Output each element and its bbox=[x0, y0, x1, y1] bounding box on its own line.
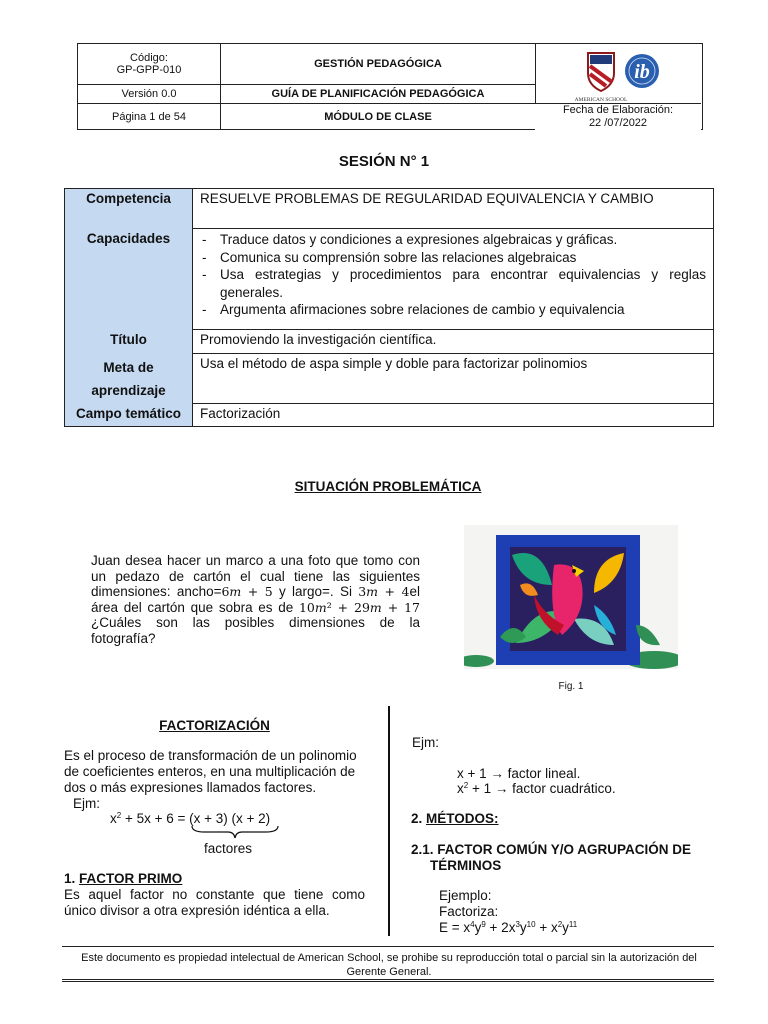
competencia-label: Competencia bbox=[65, 189, 193, 229]
exp-10: 10 bbox=[526, 920, 536, 929]
eq-rhs: (x + 3) (x + 2) bbox=[189, 811, 271, 826]
campo-label: Campo temático bbox=[65, 404, 193, 427]
ib-text: ib bbox=[634, 60, 650, 83]
footer-notice: Este documento es propiedad intelectual de American School, se prohibe su reproducción total o parcial sin la autorización del Gerente General. bbox=[81, 952, 697, 978]
exp-2: 2 bbox=[557, 920, 563, 929]
problem-title: SITUACIÓN PROBLEMÁTICA bbox=[294, 479, 482, 494]
footer-line-top bbox=[62, 946, 714, 947]
exp-4: 4 bbox=[470, 920, 475, 929]
titulo-value: Promoviendo la investigación científica. bbox=[193, 330, 714, 354]
code-value: GP-GPP-010 bbox=[116, 64, 182, 76]
problem-text-3: el área del cartón que sobra es de bbox=[91, 584, 420, 615]
column-divider bbox=[388, 706, 390, 936]
area-expression: 10𝑚² + 29𝑚 + 17 bbox=[298, 599, 420, 615]
width-expression: 6𝑚 + 5 bbox=[221, 584, 273, 599]
version: Versión 0.0 bbox=[78, 85, 221, 104]
length-expression: 3𝑚 + 4 bbox=[358, 584, 410, 599]
expr-part: E = x bbox=[439, 920, 471, 935]
code-label: Código: bbox=[130, 52, 168, 64]
footer-line-bottom-2 bbox=[62, 981, 714, 982]
session-info-table bbox=[64, 188, 714, 427]
expression-e bbox=[439, 920, 577, 936]
primo-number: 1. bbox=[64, 871, 80, 886]
list-item: - Argumenta afirmaciones sobre relaciones de cambio y equivalencia bbox=[200, 301, 706, 319]
expr-part: y bbox=[562, 920, 569, 935]
problem-text-2: y largo=. Si bbox=[272, 584, 359, 599]
expr-part: y bbox=[474, 920, 482, 935]
framed-parrot-photo bbox=[464, 525, 678, 669]
example-label: Ejemplo: bbox=[439, 888, 492, 903]
module-title: MÓDULO DE CLASE bbox=[221, 104, 536, 130]
session-title: SESIÓN N° 1 bbox=[338, 153, 430, 170]
meta-label-line2: aprendizaje bbox=[91, 382, 166, 398]
list-item: - Comunica su comprensión sobre las relaciones algebraicas bbox=[200, 249, 706, 267]
factors-label: factores bbox=[204, 841, 253, 856]
exp-9: 9 bbox=[481, 920, 486, 929]
titulo-label: Título bbox=[65, 330, 193, 354]
meta-label bbox=[65, 354, 193, 404]
figure-caption: Fig. 1 bbox=[558, 681, 584, 692]
factorizacion-title: FACTORIZACIÓN bbox=[159, 718, 270, 733]
quadratic-factor-example bbox=[457, 781, 616, 797]
factorizacion-definition: Es el proceso de transformación de un polinomio de coeficientes enteros, en una multiplicación de dos o más expresiones llamados factores. bbox=[64, 748, 357, 795]
problem-text-1: Juan desea hacer un marco a una foto que tomo con un pedazo de cartón el cual tiene las siguientes dimensiones: ancho= bbox=[91, 553, 420, 599]
ib-logo-icon bbox=[625, 54, 659, 88]
eq-lhs-x: x bbox=[110, 811, 117, 826]
factor-primo-definition: Es aquel factor no constante que tiene como único divisor a otra expresión idéntica a ella. bbox=[64, 887, 365, 918]
competencia-value: RESUELVE PROBLEMAS DE REGULARIDAD EQUIVALENCIA Y CAMBIO bbox=[193, 189, 714, 229]
quad-exponent: 2 bbox=[463, 781, 469, 790]
capacidades-label: Capacidades bbox=[65, 229, 193, 330]
factor-primo-heading bbox=[64, 871, 182, 886]
eq-lhs-rest: + 5x + 6 = bbox=[121, 811, 190, 826]
list-item: - Usa estrategias y procedimientos para encontrar equivalencias y reglas generales. bbox=[200, 266, 706, 301]
footer-line-bottom bbox=[62, 979, 714, 980]
code-cell bbox=[78, 44, 221, 85]
methods-number: 2. bbox=[411, 811, 427, 826]
list-item: - Traduce datos y condiciones a expresiones algebraicas y gráficas. bbox=[200, 231, 706, 249]
exp-3: 3 bbox=[515, 920, 520, 929]
expr-part: + 2x bbox=[485, 920, 516, 935]
logo-text: AMERICAN SCHOOL bbox=[574, 96, 628, 103]
american-school-shield-icon bbox=[588, 53, 614, 91]
eq-exponent: 2 bbox=[116, 811, 122, 820]
problem-statement bbox=[91, 553, 420, 646]
meta-value: Usa el método de aspa simple y doble para factorizar polinomios bbox=[193, 354, 714, 404]
date-label: Fecha de Elaboración: bbox=[562, 104, 674, 116]
quad-x: x bbox=[457, 781, 464, 796]
primo-title: FACTOR PRIMO bbox=[79, 871, 183, 886]
brace-icon bbox=[190, 825, 280, 839]
expr-part: + x bbox=[535, 920, 558, 935]
linear-factor-example: x + 1 → factor lineal. bbox=[457, 766, 581, 781]
page-number: Página 1 de 54 bbox=[78, 104, 221, 130]
methods-heading bbox=[411, 811, 499, 826]
method-2-1-heading: 2.1. FACTOR COMÚN Y/O AGRUPACIÓN DE TÉRMINOS bbox=[411, 842, 692, 873]
guide-title: GUÍA DE PLANIFICACIÓN PEDAGÓGICA bbox=[221, 85, 536, 104]
campo-value: Factorización bbox=[193, 404, 714, 427]
factoriza-label: Factoriza: bbox=[439, 904, 499, 919]
methods-title: MÉTODOS: bbox=[426, 811, 499, 826]
exp-11: 11 bbox=[568, 920, 578, 929]
capacidades-list bbox=[200, 231, 706, 319]
quad-rest: + 1 → factor cuadrático. bbox=[468, 781, 616, 796]
dept-title: GESTIÓN PEDAGÓGICA bbox=[221, 44, 536, 85]
date-value: 22 /07/2022 bbox=[588, 117, 648, 129]
expr-part: y bbox=[519, 920, 527, 935]
example-label-right: Ejm: bbox=[412, 735, 439, 750]
date-cell bbox=[535, 103, 701, 130]
capacidades-value bbox=[193, 229, 714, 330]
meta-label-line1: Meta de bbox=[103, 359, 154, 375]
example-label-left: Ejm: bbox=[73, 796, 100, 811]
problem-text-4: ¿Cuáles son las posibles dimensiones de la fotografía? bbox=[91, 615, 420, 646]
